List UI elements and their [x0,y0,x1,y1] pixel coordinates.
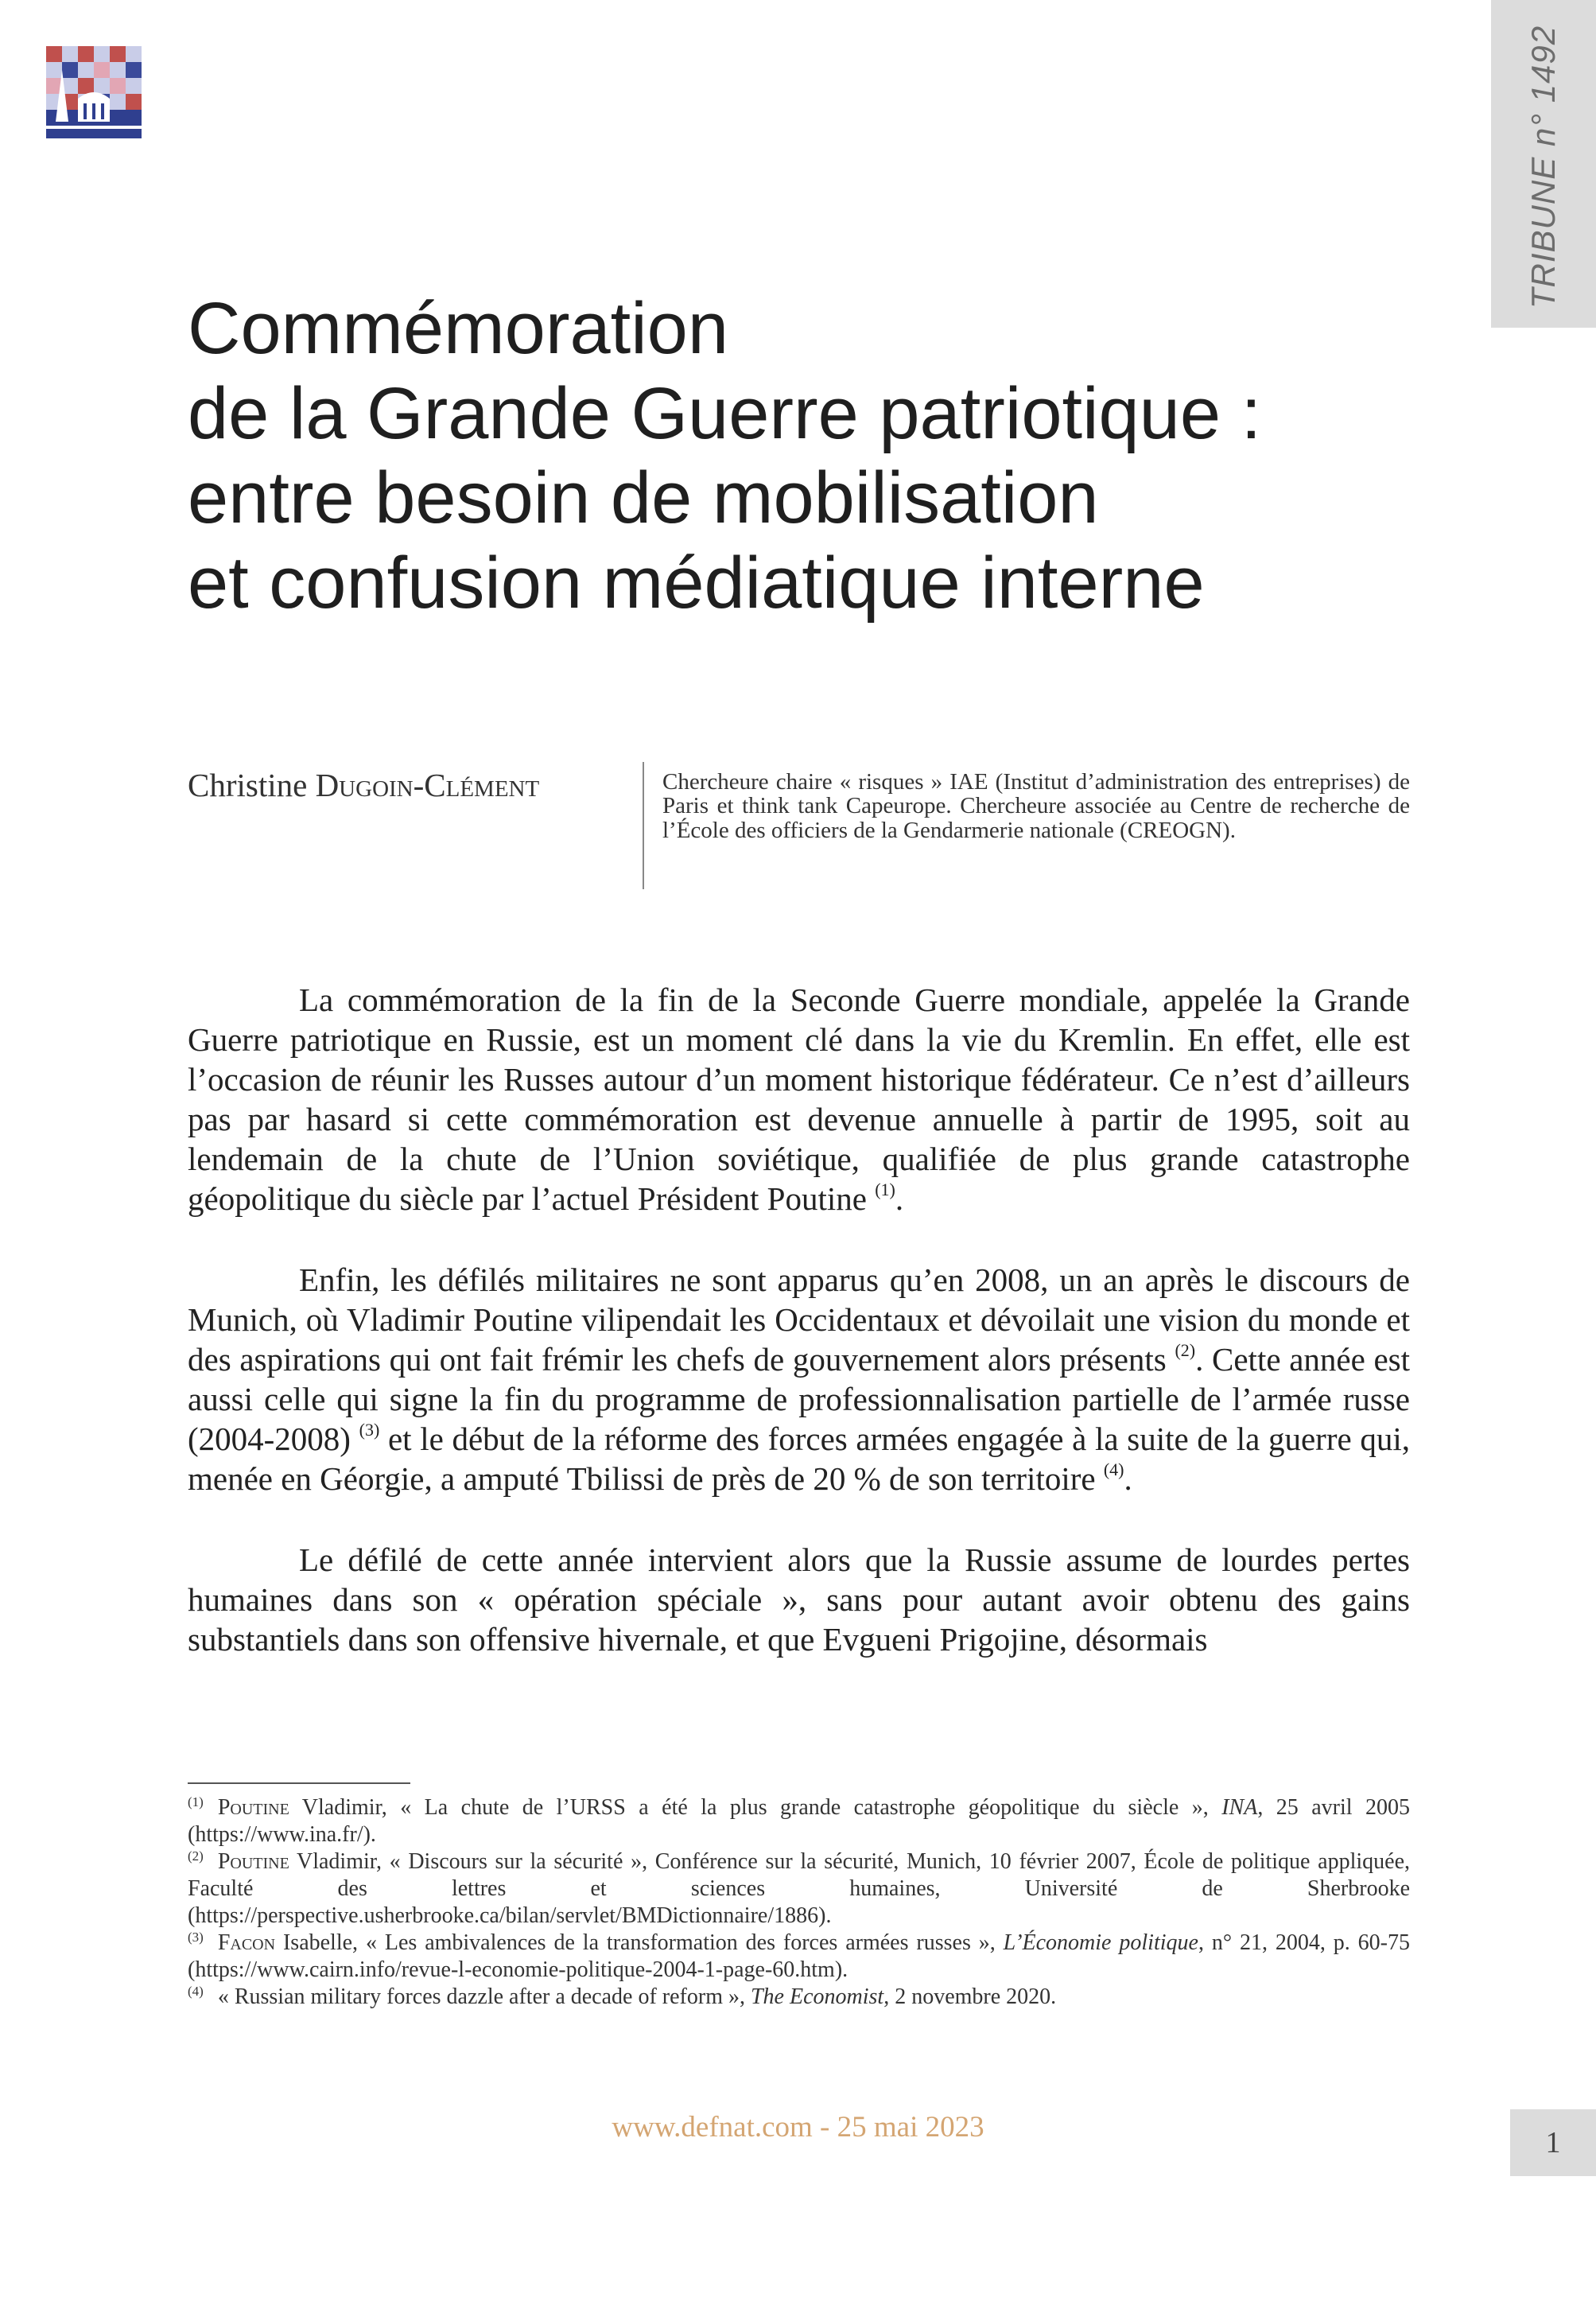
title-line: de la Grande Guerre patriotique : [188,372,1262,454]
footer-url-date[interactable]: www.defnat.com - 25 mai 2023 [612,2111,984,2144]
ecole-militaire-logo-icon [46,46,142,140]
article-title [188,286,1428,626]
article-body [188,980,1410,1700]
footnote: $^{(1)}$ Poutine Vladimir, « La chute de l’URSS a été la plus grande catastrophe géopolitique du siècle », INA, 25 avril 2005 (https://www.ina.fr/). [188,1794,1411,1847]
footnote-ref[interactable]: (3) [359,1420,380,1440]
tribune-number: TRIBUNE n° 1492 [1524,25,1562,309]
footnote-ref[interactable]: (2) [1175,1340,1196,1360]
author-divider [643,762,644,889]
footnote: $^{(4)}$ « Russian military forces dazzle after a decade of reform », The Economist, 2 novembre 2020. [188,1984,1057,2009]
author-name [188,766,633,804]
title-line: et confusion médiatique interne [188,542,1205,624]
footnote-ref[interactable]: (4) [1103,1460,1124,1479]
title-line: Commémoration [188,288,728,369]
footnote: $^{(2)}$ Poutine Vladimir, « Discours sur la sécurité », Conférence sur la sécurité, Munich, 10 février 2007, École de politique appliquée, Faculté des lettres et sciences humaines, Université de Sherbrooke (https://perspective.usherbrooke.ca/bilan/servlet/BMDictionnaire/1886). [188,1848,1410,1928]
paragraph: La commémoration de la fin de la Seconde Guerre mondiale, appelée la Grande Guerre patriotique en Russie, est un moment clé dans la vie du Kremlin. En effet, elle est l’occasion de réunir les Russes autour d’un moment historique fédérateur. Ce n’est d’ailleurs pas par hasard si cette commémoration est devenue annuelle à partir de 1995, soit au lendemain de la chute de l’Union soviétique, qualifiée de plus grande catastrophe géopolitique du siècle par l’actuel Président Poutine $^{(1)}$. [188,981,1410,1217]
paragraph: Enfin, les défilés militaires ne sont apparus qu’en 2008, un an après le discours de Munich, où Vladimir Poutine vilipendait les Occidentaux et dévoilait une vision du monde et des aspirations qui ont fait frémir les chefs de gouvernement alors présents $^{(2)}$. Cette année est aussi celle qui signe la fin du programme de professionnalisation partielle de l’armée russe (2004-2008) $^{(3)}$ et le début de la réforme des forces armées engagée à la suite de la guerre qui, menée en Géorgie, a amputé Tbilissi de près de 20 % de son territoire $^{(4)}$. [188,1261,1410,1497]
author-bio: Chercheure chaire « risques » IAE (Institut d’administration des entreprises) de Paris et think tank Capeurope. Chercheure associée au Centre de recherche de l’École des officiers de la Gendarmerie nationale (CREOGN). [662,769,1410,843]
paragraph: Le défilé de cette année intervient alors que la Russie assume de lourdes pertes humaines dans son « opération spéciale », sans pour autant avoir obtenu des gains substantiels dans son offensive hivernale, et que Evgueni Prigojine, désormais [188,1541,1410,1658]
footnote: $^{(3)}$ Facon Isabelle, « Les ambivalences de la transformation des forces armées russes », L’Économie politique, n° 21, 2004, p. 60-75 (https://www.cairn.info/revue-l-economie-politique-2004-1-page-60.htm). [188,1930,1410,1982]
page-number-box [1510,2109,1596,2176]
footnote-ref[interactable]: (1) [875,1180,895,1199]
footnotes [188,1794,1410,2011]
page-number: 1 [1545,2126,1561,2159]
side-tab [1491,0,1596,328]
author-first-name: Christine [188,767,308,803]
title-line: entre besoin de mobilisation [188,457,1099,539]
author-last-name: Dugoin-Clément [315,767,540,803]
footnote-divider [188,1782,410,1784]
